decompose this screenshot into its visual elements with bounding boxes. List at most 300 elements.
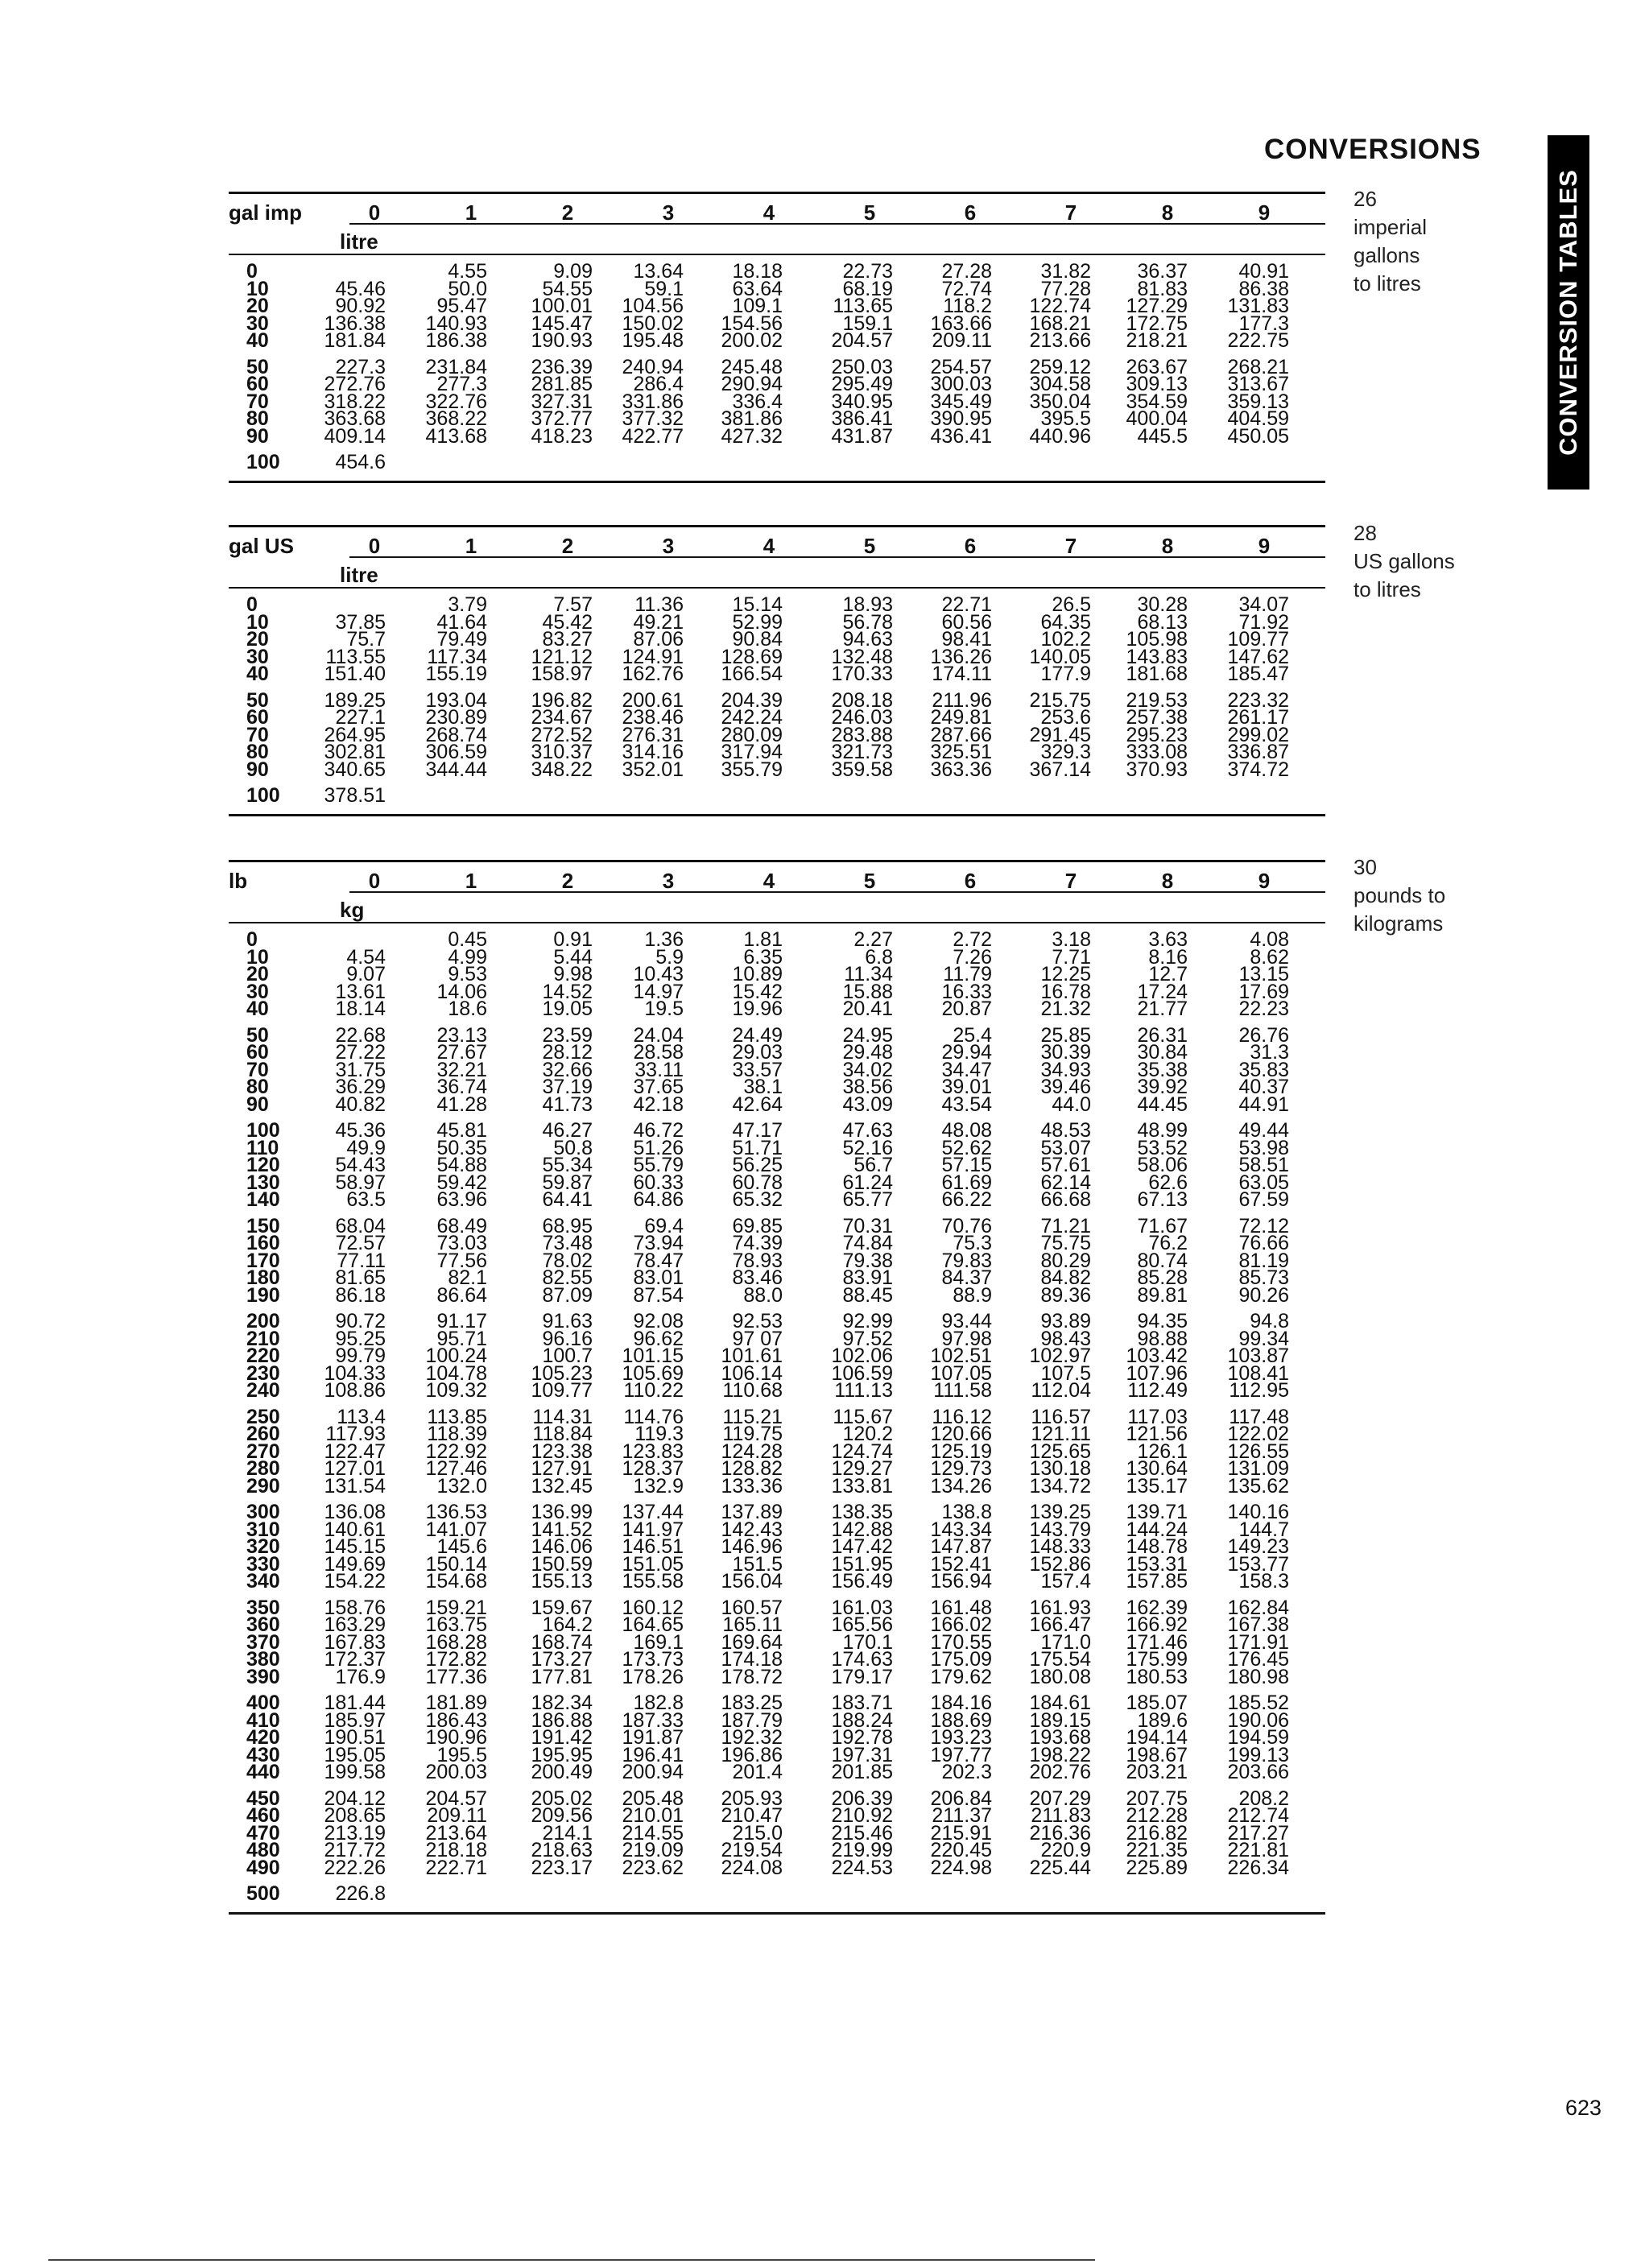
cell-value: 368.22 xyxy=(425,407,487,430)
column-header: 9 xyxy=(1258,869,1271,893)
cell-value: 45.36 xyxy=(335,1119,386,1142)
cell-value: 56.7 xyxy=(853,1154,893,1176)
row-key: 40 xyxy=(246,663,269,685)
cell-value: 140.16 xyxy=(1227,1501,1289,1523)
table-row xyxy=(229,784,1325,807)
caption-line: pounds to xyxy=(1354,883,1446,907)
cell-value: 27.28 xyxy=(941,260,992,283)
cell-value: 94.8 xyxy=(1250,1310,1289,1332)
cell-value: 171.46 xyxy=(1126,1630,1188,1654)
cell-value: 16.33 xyxy=(941,980,992,1003)
cell-value: 83.01 xyxy=(633,1266,684,1289)
cell-value: 372.77 xyxy=(531,407,593,430)
from-unit-label: gal US xyxy=(229,534,294,558)
cell-value: 68.13 xyxy=(1137,610,1188,634)
table-row xyxy=(229,1283,1325,1307)
cell-value: 55.79 xyxy=(633,1154,684,1176)
cell-value: 84.37 xyxy=(941,1266,992,1289)
cell-value: 225.89 xyxy=(1126,1856,1188,1879)
column-header: 5 xyxy=(863,869,876,893)
column-header: 4 xyxy=(763,200,775,225)
row-key: 380 xyxy=(246,1648,280,1671)
cell-value: 1.36 xyxy=(644,928,684,951)
row-key: 130 xyxy=(246,1171,280,1194)
cell-value: 95.47 xyxy=(436,295,487,317)
cell-value: 138.8 xyxy=(941,1501,992,1523)
cell-value: 16.78 xyxy=(1040,980,1091,1003)
row-group xyxy=(229,355,1325,448)
cell-value: 386.41 xyxy=(831,407,893,430)
cell-value: 29.48 xyxy=(842,1041,893,1064)
cell-value: 344.44 xyxy=(425,758,487,781)
cell-value: 83.91 xyxy=(842,1266,893,1289)
column-header: 8 xyxy=(1161,534,1174,558)
cell-value: 150.59 xyxy=(531,1552,593,1576)
table-bottom-rule xyxy=(229,481,1325,483)
caption-gal-us xyxy=(1354,519,1455,604)
column-header-row xyxy=(229,527,1325,556)
cell-value: 37.19 xyxy=(542,1076,593,1098)
cell-value: 92.08 xyxy=(633,1310,684,1332)
cell-value: 173.27 xyxy=(531,1648,593,1671)
cell-value: 130.18 xyxy=(1029,1457,1091,1480)
cell-value: 70.76 xyxy=(941,1214,992,1237)
cell-value: 21.32 xyxy=(1040,998,1091,1020)
cell-value: 119.75 xyxy=(722,1423,783,1445)
cell-value: 124.91 xyxy=(622,645,684,668)
column-header: 9 xyxy=(1258,200,1271,225)
cell-value: 175.54 xyxy=(1029,1648,1091,1671)
table-row xyxy=(229,1188,1325,1211)
cell-value: 132.9 xyxy=(633,1474,684,1498)
unit-row xyxy=(229,225,1325,254)
cell-value: 201.85 xyxy=(831,1761,893,1783)
cell-value: 41.64 xyxy=(436,610,487,634)
cell-value: 58.97 xyxy=(335,1171,386,1194)
cell-value: 249.81 xyxy=(930,706,992,729)
cell-value: 129.73 xyxy=(930,1457,992,1480)
cell-value: 363.36 xyxy=(930,758,992,781)
cell-value: 111.13 xyxy=(834,1379,893,1402)
cell-value: 32.66 xyxy=(542,1058,593,1081)
row-group xyxy=(229,784,1325,807)
cell-value: 197.31 xyxy=(831,1743,893,1766)
cell-value: 309.13 xyxy=(1126,373,1188,395)
cell-value: 183.25 xyxy=(721,1692,783,1714)
cell-value: 395.5 xyxy=(1040,407,1091,430)
cell-value: 72.74 xyxy=(941,277,992,300)
table-gal-imp-to-litre xyxy=(229,192,1325,483)
cell-value: 160.12 xyxy=(622,1596,684,1619)
cell-value: 114.76 xyxy=(623,1405,684,1428)
cell-value: 122.92 xyxy=(425,1440,487,1463)
scan-edge-line xyxy=(48,2259,1095,2261)
cell-value: 219.09 xyxy=(622,1839,684,1861)
cell-value: 44.91 xyxy=(1238,1093,1289,1116)
cell-value: 60.56 xyxy=(941,610,992,634)
cell-value: 137.44 xyxy=(622,1501,684,1523)
cell-value: 152.86 xyxy=(1029,1552,1091,1576)
cell-value: 128.37 xyxy=(622,1457,684,1480)
cell-value: 39.46 xyxy=(1040,1076,1091,1098)
cell-value: 108.86 xyxy=(324,1379,386,1402)
cell-value: 75.7 xyxy=(346,628,386,651)
row-key: 80 xyxy=(246,741,269,763)
cell-value: 242.24 xyxy=(721,706,783,729)
cell-value: 7.71 xyxy=(1052,945,1091,969)
section-tab-label: CONVERSION TABLES xyxy=(1554,169,1583,456)
cell-value: 92.99 xyxy=(842,1310,893,1332)
cell-value: 109.77 xyxy=(531,1379,593,1402)
cell-value: 46.72 xyxy=(633,1119,684,1142)
cell-value: 59.87 xyxy=(542,1171,593,1194)
cell-value: 143.79 xyxy=(1029,1518,1091,1541)
cell-value: 223.17 xyxy=(531,1856,593,1879)
cell-value: 224.08 xyxy=(721,1856,783,1879)
cell-value: 200.94 xyxy=(622,1761,684,1783)
cell-value: 68.95 xyxy=(542,1214,593,1237)
cell-value: 201.4 xyxy=(732,1761,783,1783)
page-title: CONVERSIONS xyxy=(1264,134,1482,165)
cell-value: 440.96 xyxy=(1029,424,1091,448)
cell-value: 205.48 xyxy=(622,1787,684,1810)
row-key: 10 xyxy=(246,610,269,634)
cell-value: 336.87 xyxy=(1227,741,1289,763)
cell-value: 218.18 xyxy=(425,1839,487,1861)
cell-value: 219.99 xyxy=(831,1839,893,1861)
cell-value: 215.75 xyxy=(1029,688,1091,712)
cell-value: 390.95 xyxy=(930,407,992,430)
cell-value: 79.38 xyxy=(842,1249,893,1272)
cell-value: 18.14 xyxy=(335,998,386,1020)
table-row xyxy=(229,1665,1325,1688)
caption-number: 28 xyxy=(1354,521,1377,545)
cell-value: 141.97 xyxy=(622,1518,684,1541)
column-header: 4 xyxy=(763,869,775,893)
cell-value: 45.42 xyxy=(542,610,593,634)
section-tab xyxy=(1548,135,1589,490)
row-key: 30 xyxy=(246,645,269,668)
cell-value: 157.4 xyxy=(1040,1570,1091,1593)
cell-value: 306.59 xyxy=(425,741,487,763)
cell-value: 186.38 xyxy=(425,329,487,352)
cell-value: 226.8 xyxy=(335,1882,386,1905)
cell-value: 146.06 xyxy=(531,1535,593,1558)
row-key: 90 xyxy=(246,758,269,781)
cell-value: 254.57 xyxy=(930,355,992,378)
cell-value: 164.65 xyxy=(622,1613,684,1636)
cell-value: 27.22 xyxy=(335,1041,386,1064)
cell-value: 159.21 xyxy=(425,1596,487,1619)
cell-value: 181.68 xyxy=(1126,663,1188,685)
cell-value: 105.69 xyxy=(622,1361,684,1385)
column-header-row xyxy=(229,862,1325,891)
cell-value: 182.8 xyxy=(633,1692,684,1714)
cell-value: 321.73 xyxy=(831,741,893,763)
row-key: 390 xyxy=(246,1665,280,1688)
cell-value: 13.61 xyxy=(335,980,386,1003)
cell-value: 149.69 xyxy=(324,1552,386,1576)
cell-value: 145.47 xyxy=(531,312,593,335)
cell-value: 340.95 xyxy=(831,390,893,413)
cell-value: 19.05 xyxy=(542,998,593,1020)
cell-value: 171.91 xyxy=(1227,1630,1289,1654)
cell-value: 161.03 xyxy=(831,1596,893,1619)
cell-value: 359.58 xyxy=(831,758,893,781)
cell-value: 29.94 xyxy=(941,1041,992,1064)
cell-value: 193.04 xyxy=(425,688,487,712)
cell-value: 191.87 xyxy=(622,1726,684,1749)
cell-value: 227.3 xyxy=(335,355,386,378)
caption-gal-imp xyxy=(1354,185,1427,298)
cell-value: 154.56 xyxy=(721,312,783,335)
cell-value: 100.24 xyxy=(425,1345,487,1367)
cell-value: 34.02 xyxy=(842,1058,893,1081)
cell-value: 15.14 xyxy=(732,593,783,616)
column-header: 8 xyxy=(1161,200,1174,225)
cell-value: 155.58 xyxy=(622,1570,684,1593)
cell-value: 65.32 xyxy=(732,1188,783,1211)
cell-value: 122.47 xyxy=(324,1440,386,1463)
cell-value: 127.01 xyxy=(324,1457,386,1480)
cell-value: 26.76 xyxy=(1238,1023,1289,1047)
cell-value: 436.41 xyxy=(930,424,992,448)
cell-value: 146.51 xyxy=(622,1535,684,1558)
cell-value: 450.05 xyxy=(1227,424,1289,448)
cell-value: 143.83 xyxy=(1126,645,1188,668)
row-group xyxy=(229,451,1325,473)
cell-value: 197.77 xyxy=(930,1743,992,1766)
cell-value: 183.71 xyxy=(831,1692,893,1714)
cell-value: 204.39 xyxy=(721,688,783,712)
cell-value: 140.61 xyxy=(324,1518,386,1541)
cell-value: 222.26 xyxy=(324,1856,386,1879)
cell-value: 131.54 xyxy=(324,1474,386,1498)
row-key: 420 xyxy=(246,1726,280,1749)
row-key: 260 xyxy=(246,1423,280,1445)
cell-value: 208.65 xyxy=(324,1804,386,1827)
cell-value: 281.85 xyxy=(531,373,593,395)
cell-value: 59.1 xyxy=(644,277,684,300)
table-row xyxy=(229,1882,1325,1905)
cell-value: 163.75 xyxy=(425,1613,487,1636)
cell-value: 149.23 xyxy=(1227,1535,1289,1558)
cell-value: 117.48 xyxy=(1229,1405,1289,1428)
cell-value: 280.09 xyxy=(721,723,783,746)
cell-value: 129.27 xyxy=(831,1457,893,1480)
caption-number: 26 xyxy=(1354,187,1377,211)
cell-value: 55.34 xyxy=(542,1154,593,1176)
cell-value: 225.44 xyxy=(1029,1856,1091,1879)
cell-value: 118.2 xyxy=(943,295,992,317)
cell-value: 377.32 xyxy=(622,407,684,430)
cell-value: 212.28 xyxy=(1126,1804,1188,1827)
cell-value: 217.27 xyxy=(1227,1821,1289,1845)
cell-value: 0.91 xyxy=(553,928,593,951)
cell-value: 73.48 xyxy=(542,1232,593,1254)
row-key: 70 xyxy=(246,390,269,413)
cell-value: 158.3 xyxy=(1238,1570,1289,1593)
cell-value: 196.86 xyxy=(721,1743,783,1766)
cell-value: 181.44 xyxy=(324,1692,386,1714)
cell-value: 314.16 xyxy=(622,741,684,763)
cell-value: 49.44 xyxy=(1238,1119,1289,1142)
cell-value: 172.37 xyxy=(324,1648,386,1671)
cell-value: 119.3 xyxy=(634,1423,684,1445)
cell-value: 67.13 xyxy=(1137,1188,1188,1211)
cell-value: 123.83 xyxy=(622,1440,684,1463)
cell-value: 277.3 xyxy=(436,373,487,395)
cell-value: 31.82 xyxy=(1040,260,1091,283)
cell-value: 287.66 xyxy=(930,723,992,746)
cell-value: 127.29 xyxy=(1126,295,1188,317)
column-header: 3 xyxy=(662,534,675,558)
cell-value: 151.95 xyxy=(831,1552,893,1576)
cell-value: 162.39 xyxy=(1126,1596,1188,1619)
cell-value: 216.82 xyxy=(1126,1821,1188,1845)
cell-value: 86.64 xyxy=(436,1283,487,1307)
cell-value: 418.23 xyxy=(531,424,593,448)
from-unit-label: lb xyxy=(229,869,248,893)
cell-value: 218.63 xyxy=(531,1839,593,1861)
cell-value: 30.39 xyxy=(1040,1041,1091,1064)
row-group xyxy=(229,688,1325,781)
cell-value: 445.5 xyxy=(1137,424,1188,448)
cell-value: 257.38 xyxy=(1126,706,1188,729)
cell-value: 28.12 xyxy=(542,1041,593,1064)
cell-value: 107.96 xyxy=(1126,1361,1188,1385)
cell-value: 115.21 xyxy=(722,1405,783,1428)
cell-value: 186.88 xyxy=(531,1708,593,1732)
cell-value: 25.85 xyxy=(1040,1023,1091,1047)
cell-value: 42.18 xyxy=(633,1093,684,1116)
cell-value: 109.32 xyxy=(425,1379,487,1402)
cell-value: 210.47 xyxy=(721,1804,783,1827)
cell-value: 75.75 xyxy=(1040,1232,1091,1254)
cell-value: 125.65 xyxy=(1029,1440,1091,1463)
row-key: 280 xyxy=(246,1457,280,1480)
cell-value: 40.82 xyxy=(335,1093,386,1116)
cell-value: 56.25 xyxy=(732,1154,783,1176)
cell-value: 211.83 xyxy=(1031,1804,1091,1827)
cell-value: 200.03 xyxy=(425,1761,487,1783)
cell-value: 290.94 xyxy=(721,373,783,395)
row-key: 120 xyxy=(246,1154,280,1176)
cell-value: 203.66 xyxy=(1227,1761,1289,1783)
row-group xyxy=(229,1882,1325,1905)
cell-value: 166.54 xyxy=(721,663,783,685)
cell-value: 192.78 xyxy=(831,1726,893,1749)
cell-value: 11.36 xyxy=(634,593,684,616)
cell-value: 92.53 xyxy=(732,1310,783,1332)
cell-value: 283.88 xyxy=(831,723,893,746)
row-key: 220 xyxy=(246,1345,280,1367)
cell-value: 40.37 xyxy=(1238,1076,1289,1098)
cell-value: 352.01 xyxy=(622,758,684,781)
cell-value: 295.23 xyxy=(1126,723,1188,746)
cell-value: 291.45 xyxy=(1029,723,1091,746)
cell-value: 261.17 xyxy=(1227,706,1289,729)
caption-line: imperial xyxy=(1354,215,1428,239)
cell-value: 19.5 xyxy=(644,998,684,1020)
column-header: 1 xyxy=(465,869,477,893)
cell-value: 329.3 xyxy=(1040,741,1091,763)
cell-value: 63.5 xyxy=(346,1188,386,1211)
caption-line: gallons xyxy=(1354,243,1420,267)
cell-value: 340.65 xyxy=(324,758,386,781)
cell-value: 76.2 xyxy=(1148,1232,1188,1254)
cell-value: 167.83 xyxy=(324,1630,386,1654)
cell-value: 102.51 xyxy=(930,1345,992,1367)
cell-value: 216.36 xyxy=(1029,1821,1091,1845)
cell-value: 74.39 xyxy=(732,1232,783,1254)
table-row xyxy=(229,663,1325,685)
cell-value: 189.6 xyxy=(1137,1708,1188,1732)
cell-value: 227.1 xyxy=(335,706,386,729)
cell-value: 113.4 xyxy=(337,1405,386,1428)
row-key: 190 xyxy=(246,1283,280,1307)
cell-value: 150.02 xyxy=(622,312,684,335)
table-bottom-rule xyxy=(229,814,1325,816)
row-key: 10 xyxy=(246,277,269,300)
cell-value: 15.42 xyxy=(732,980,783,1003)
cell-value: 370.93 xyxy=(1126,758,1188,781)
cell-value: 12.25 xyxy=(1040,963,1091,985)
cell-value: 167.38 xyxy=(1227,1613,1289,1636)
row-key: 470 xyxy=(246,1821,280,1845)
cell-value: 30.28 xyxy=(1137,593,1188,616)
cell-value: 127.46 xyxy=(425,1457,487,1480)
cell-value: 43.09 xyxy=(842,1093,893,1116)
cell-value: 26.5 xyxy=(1052,593,1091,616)
cell-value: 93.44 xyxy=(941,1310,992,1332)
cell-value: 205.02 xyxy=(531,1787,593,1810)
cell-value: 141.52 xyxy=(531,1518,593,1541)
cell-value: 172.75 xyxy=(1126,312,1188,335)
cell-value: 13.64 xyxy=(633,260,684,283)
cell-value: 179.62 xyxy=(930,1665,992,1688)
cell-value: 224.98 xyxy=(930,1856,992,1879)
cell-value: 9.07 xyxy=(346,963,386,985)
cell-value: 82.55 xyxy=(542,1266,593,1289)
cell-value: 185.52 xyxy=(1227,1692,1289,1714)
cell-value: 126.55 xyxy=(1227,1440,1289,1463)
cell-value: 86.18 xyxy=(335,1283,386,1307)
cell-value: 202.76 xyxy=(1029,1761,1091,1783)
cell-value: 272.76 xyxy=(324,373,386,395)
row-key: 90 xyxy=(246,424,269,448)
cell-value: 185.07 xyxy=(1126,1692,1188,1714)
cell-value: 9.53 xyxy=(448,963,487,985)
cell-value: 213.64 xyxy=(425,1821,487,1845)
cell-value: 75.3 xyxy=(953,1232,992,1254)
cell-value: 188.69 xyxy=(930,1708,992,1732)
row-key: 110 xyxy=(246,1136,279,1159)
row-key: 230 xyxy=(246,1361,280,1385)
cell-value: 2.27 xyxy=(853,928,893,951)
cell-value: 355.79 xyxy=(721,758,783,781)
cell-value: 52.16 xyxy=(842,1136,893,1159)
cell-value: 268.21 xyxy=(1227,355,1289,378)
cell-value: 0.45 xyxy=(448,928,487,951)
cell-value: 238.46 xyxy=(622,706,684,729)
cell-value: 61.24 xyxy=(842,1171,893,1194)
cell-value: 193.23 xyxy=(930,1726,992,1749)
cell-value: 128.82 xyxy=(721,1457,783,1480)
row-key: 270 xyxy=(246,1440,280,1463)
cell-value: 200.49 xyxy=(531,1761,593,1783)
cell-value: 204.57 xyxy=(831,329,893,352)
